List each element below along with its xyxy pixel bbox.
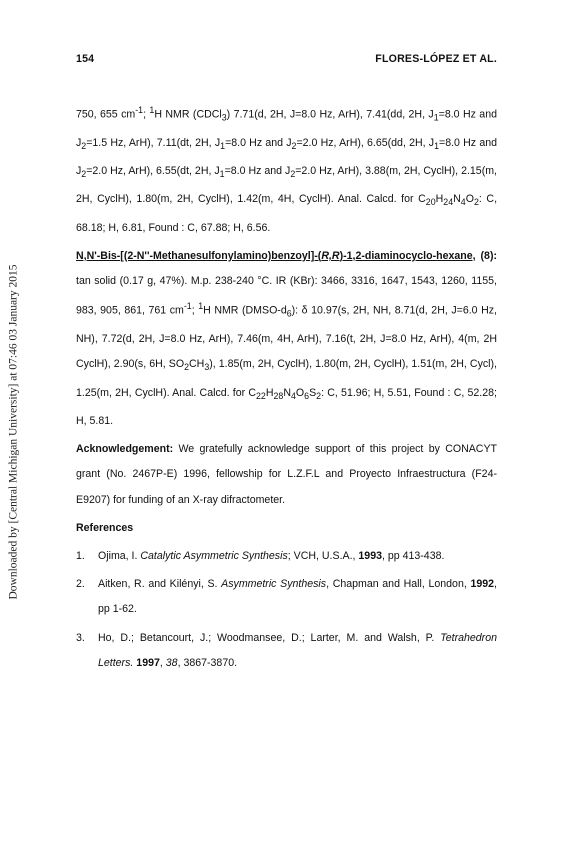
acknowledgement-label: Acknowledgement:: [76, 443, 174, 456]
subscript: 2: [473, 197, 479, 208]
text-run: : C, 68.18; H, 6.81, Found : C, 67.88; H, 6.56.: [76, 193, 498, 234]
compound-title: [76, 250, 476, 262]
subscript: 2: [291, 140, 297, 151]
text-run: ): δ 10.97(s, 2H, NH, 8.71(d, 2H, J=6.0 Hz, NH), 7.72(d, 2H, J=8.0 Hz, ArH), 7.46(m, 4H, ArH), 7.16(t, 2H, J=8.0 Hz, ArH), 4(m, 2H CyclH), 2.90(s, 6H, SO: [76, 304, 497, 371]
reference-list: [76, 544, 497, 676]
subscript: 24: [443, 197, 454, 208]
text-run: H: [265, 386, 274, 399]
superscript: 1: [198, 301, 204, 312]
text-run: H NMR (DMSO-d: [203, 304, 287, 317]
superscript: 1: [149, 105, 155, 115]
subscript: 2: [184, 362, 190, 373]
text-run: =2.0 Hz, ArH), 6.65(dd, 2H, J: [296, 136, 435, 149]
text-run: ; VCH, U.S.A.,: [287, 550, 359, 563]
text-run: ) 7.71(d, 2H, J=8.0 Hz, ArH), 7.41(dd, 2H, J: [226, 108, 434, 121]
text-run: =1.5 Hz, ArH), 7.11(dt, 2H, J: [86, 136, 221, 149]
download-watermark: [0, 0, 28, 864]
subscript: 6: [286, 309, 292, 320]
reference-item: [76, 544, 497, 569]
text-run: 750, 655 cm: [76, 108, 136, 121]
text-run: ), 1.85(m, 2H, CyclH), 1.80(m, 2H, CyclH), 1.51(m, 2H, Cycl), 1.25(m, 2H, CyclH). Anal. Calcd. for C: [76, 358, 497, 399]
text-run: ;: [143, 108, 150, 121]
subscript: 20: [425, 197, 436, 208]
subscript: 22: [256, 390, 266, 401]
text-run: ,: [159, 656, 166, 669]
text-run: =2.0 Hz, ArH), 3.88(m, 2H, CyclH), 2.15(m, 2H, CyclH), 1.80(m, 2H, CyclH), 1.42(m, 4H, CyclH). Anal. Calcd. for C: [76, 165, 497, 206]
subscript: 2: [81, 169, 87, 180]
superscript: -1: [183, 301, 192, 312]
subscript: 1: [433, 112, 439, 123]
text-run: H: [435, 193, 444, 206]
text-run: , 3867-3870.: [177, 656, 238, 669]
text-run: R,R: [321, 249, 340, 262]
text-run: =2.0 Hz, ArH), 6.55(dt, 2H, J: [86, 165, 220, 178]
text-run: =8.0 Hz and J: [225, 136, 292, 149]
subscript: 2: [316, 390, 322, 401]
text-run: : C, 51.96; H, 5.51, Found : C, 52.28; H, 5.81.: [76, 386, 497, 428]
text-run: )-1,2-diaminocyclo-hexane,: [339, 249, 476, 262]
reference-title: Tetrahedron Letters.: [98, 631, 497, 669]
text-run: ;: [191, 304, 199, 317]
text-run: =8.0 Hz and J: [76, 108, 497, 149]
text-run: =8.0 Hz and J: [224, 165, 291, 178]
reference-volume: 38: [165, 656, 178, 669]
reference-number: 1.: [76, 550, 85, 563]
text-run: CH: [189, 358, 205, 371]
text-run: Ho, D.; Betancourt, J.; Woodmansee, D.; Larter, M. and Walsh, P.: [98, 631, 441, 644]
subscript: 4: [460, 197, 466, 208]
text-run: H NMR (CDCl: [154, 108, 222, 121]
subscript: 2: [81, 140, 87, 151]
text-run: , pp 1-62.: [98, 578, 497, 616]
text-run: N: [283, 386, 291, 399]
running-title: FLORES-LÓPEZ ET AL.: [375, 53, 497, 65]
reference-number: 3.: [76, 631, 85, 644]
subscript: 3: [221, 112, 227, 123]
subscript: 6: [304, 390, 310, 401]
text-run: N: [453, 193, 461, 206]
text-run: N,N'-Bis-[(2-N''-Methanesulfonylamino)benzoyl]-(: [76, 249, 322, 262]
subscript: 3: [204, 362, 210, 373]
text-run: =8.0 Hz and J: [76, 136, 497, 178]
subscript: 1: [220, 140, 226, 151]
download-note: Downloaded by [Central Michigan University] at 07:46 03 January 2015: [8, 264, 20, 600]
reference-year: 1992: [470, 578, 495, 591]
subscript: 1: [219, 169, 225, 180]
subscript: 1: [434, 140, 440, 151]
text-run: tan solid (0.17 g, 47%). M.p. 238-240 °C. IR (KBr): 3466, 3316, 1647, 1543, 1260, 1155, 983, 905, 861, 761 cm: [76, 275, 497, 317]
acknowledgement-text: We gratefully acknowledge support of this project by CONACYT grant (No. 2467P-E) 1996, fellowship for L.Z.F.L and Proyecto Infraestructura (F24-E9207) for funding of an X-ray difractometer.: [76, 443, 497, 506]
text-run: Aitken, R. and Kilényi, S.: [98, 578, 222, 591]
text-run: O: [465, 193, 474, 206]
paragraph-acknowledgement: [76, 437, 497, 513]
page-number: 154: [76, 53, 95, 65]
page-body: [76, 98, 497, 676]
text-run: , Chapman and Hall, London,: [326, 578, 471, 591]
subscript: 28: [273, 390, 284, 401]
references-heading: References: [76, 521, 134, 534]
paragraph-compound-8: [76, 244, 497, 434]
text-run: S: [309, 386, 317, 399]
reference-year: 1993: [358, 550, 382, 563]
subscript: 4: [290, 390, 296, 401]
text-run: Ojima, I.: [98, 550, 141, 563]
compound-number: (8):: [475, 249, 497, 262]
reference-item: [76, 572, 497, 622]
reference-number: 2.: [76, 578, 85, 591]
reference-title: Asymmetric Synthesis: [221, 578, 327, 591]
reference-year: 1997: [136, 656, 160, 669]
page-header: [76, 53, 497, 65]
paragraph-nmr-data: [76, 98, 497, 241]
reference-title: Catalytic Asymmetric Synthesis: [140, 550, 288, 563]
superscript: -1: [135, 105, 144, 115]
text-run: O: [295, 386, 305, 399]
text-run: , pp 413-438.: [381, 550, 445, 563]
reference-item: [76, 626, 497, 676]
subscript: 2: [290, 169, 296, 180]
